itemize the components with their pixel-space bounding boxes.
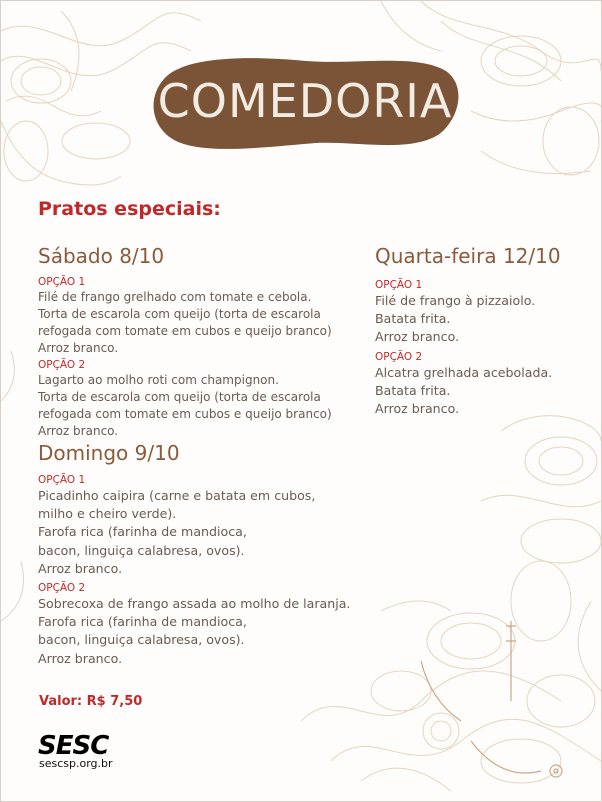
option-label: OPÇÃO 1 — [38, 276, 86, 288]
sesc-logo — [38, 731, 138, 771]
menu-line: bacon, linguiça calabresa, ovos). — [38, 632, 245, 648]
menu-line: Batata frita. — [375, 311, 451, 327]
menu-line: refogada com tomate em cubos e queijo branco) — [38, 407, 332, 421]
menu-line: Arroz branco. — [375, 401, 460, 417]
menu-line: Arroz branco. — [38, 424, 119, 438]
day-title-sabado: Sábado 8/10 — [38, 244, 165, 268]
menu-line: Lagarto ao molho roti com champignon. — [38, 373, 279, 387]
menu-line: Filé de frango grelhado com tomate e cebola. — [38, 290, 312, 304]
menu-line: bacon, linguiça calabresa, ovos). — [38, 542, 245, 558]
menu-line: Picadinho caipira (carne e batata em cubos, — [38, 488, 316, 503]
comedoria-logo — [146, 49, 464, 153]
day-title-quarta: Quarta-feira 12/10 — [375, 244, 561, 268]
menu-line: Farofa rica (farinha de mandioca, — [38, 614, 247, 630]
menu-line: Alcatra grelhada acebolada. — [375, 364, 553, 380]
menu-line: Torta de escarola com queijo (torta de escarola — [38, 390, 321, 404]
menu-line: Filé de frango à pizzaiolo. — [375, 293, 536, 308]
menu-line: Torta de escarola com queijo (torta de escarola — [38, 307, 321, 321]
menu-line: Arroz branco. — [38, 650, 123, 666]
price-label: Valor: R$ 7,50 — [39, 694, 143, 709]
logo-text: COMEDORIA — [157, 74, 453, 128]
menu-line: Arroz branco. — [38, 560, 123, 576]
option-label: OPÇÃO 1 — [375, 279, 423, 291]
day-block-sabado — [38, 274, 358, 440]
menu-line: refogada com tomate em cubos e queijo branco) — [38, 324, 332, 338]
day-block-domingo — [38, 470, 398, 668]
menu-line: Batata frita. — [375, 382, 451, 398]
option-label: OPÇÃO 2 — [38, 582, 86, 595]
menu-line: Farofa rica (farinha de mandioca, — [38, 524, 247, 540]
menu-line: Sobrecoxa de frango assada ao molho de laranja. — [38, 596, 351, 612]
menu-line: milho e cheiro verde). — [38, 506, 177, 522]
menu-line: Arroz branco. — [38, 341, 119, 355]
day-title-domingo: Domingo 9/10 — [38, 441, 180, 465]
sesc-url: sescsp.org.br — [39, 757, 113, 770]
option-label: OPÇÃO 2 — [38, 359, 86, 371]
sesc-wordmark: SESC — [38, 731, 109, 761]
day-block-quarta — [375, 275, 590, 418]
option-label: OPÇÃO 1 — [38, 474, 86, 486]
menu-line: Arroz branco. — [375, 329, 460, 345]
option-label: OPÇÃO 2 — [375, 350, 423, 363]
page-heading: Pratos especiais: — [38, 198, 221, 220]
